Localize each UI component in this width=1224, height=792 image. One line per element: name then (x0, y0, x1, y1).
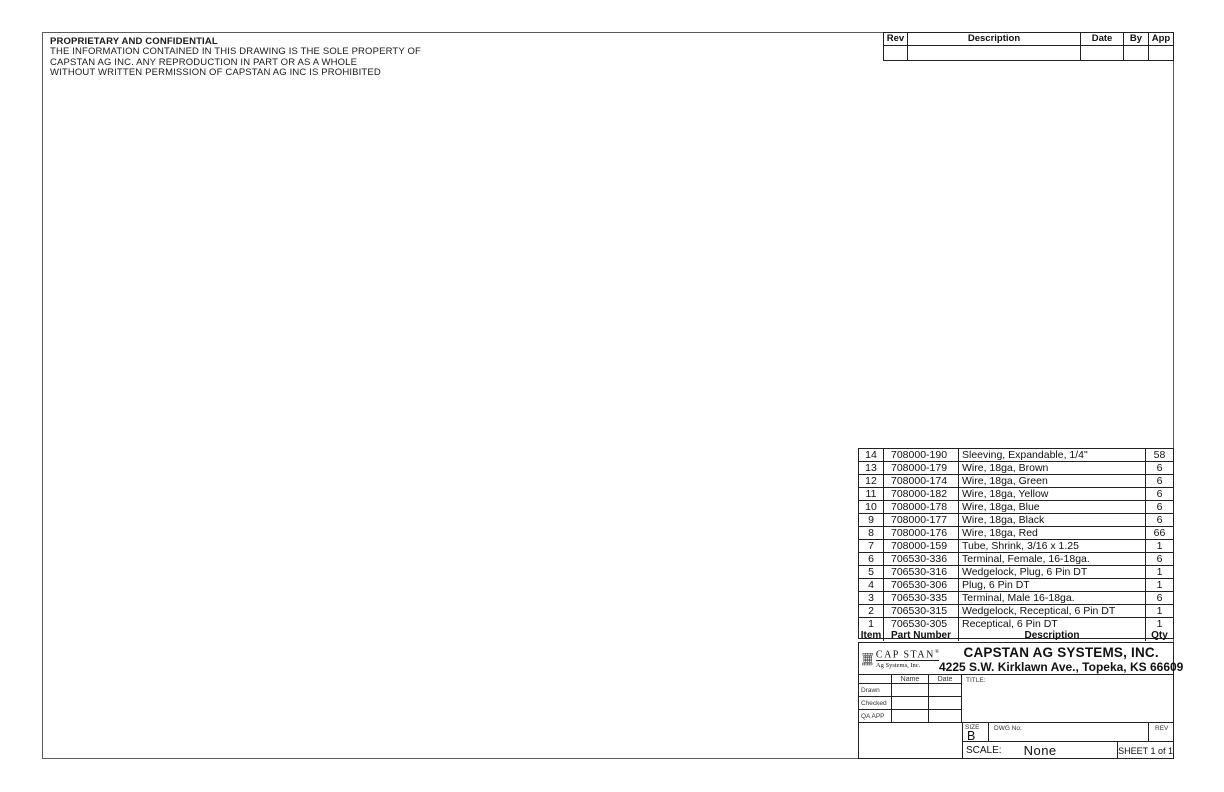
bom-cell-description: Sleeving, Expandable, 1/4" (959, 449, 1146, 461)
signature-table (859, 675, 962, 723)
signature-cell-empty (928, 684, 961, 697)
signature-cell-empty (928, 710, 961, 722)
signature-corner-cell (859, 675, 891, 684)
title-label: TITLE: (966, 677, 986, 684)
bom-cell-part-number: 708000-182 (884, 488, 959, 500)
bom-table-body (859, 449, 1173, 630)
bom-cell-item: 2 (859, 605, 884, 617)
rev-label: REV (1155, 725, 1169, 732)
dwg-no-label: DWG No: (994, 725, 1022, 732)
table-row (859, 553, 1173, 566)
bom-cell-item: 11 (859, 488, 884, 500)
size-dwg-rev-row (962, 723, 1173, 742)
proprietary-line: THE INFORMATION CONTAINED IN THIS DRAWING IS THE SOLE PROPERTY OF (50, 46, 421, 58)
bom-header-item: Item (859, 630, 884, 641)
table-row (859, 475, 1173, 488)
bom-table (858, 448, 1174, 639)
bom-cell-description: Wedgelock, Receptical, 6 Pin DT (959, 605, 1146, 617)
company-name: CAPSTAN AG SYSTEMS, INC. (963, 644, 1159, 660)
signature-header-date: Date (928, 675, 961, 684)
table-row (859, 527, 1173, 540)
bom-cell-qty: 1 (1156, 605, 1163, 617)
table-row (859, 579, 1173, 592)
bom-cell-qty: 6 (1156, 514, 1163, 526)
bom-cell-item: 8 (859, 527, 884, 539)
scale-field (963, 742, 1118, 758)
signature-cell-empty (891, 697, 928, 710)
bom-cell-qty: 6 (1156, 501, 1163, 513)
bom-cell-item: 3 (859, 592, 884, 604)
company-address: 4225 S.W. Kirklawn Ave., Topeka, KS 66609 (939, 659, 1184, 674)
bom-cell-part-number: 708000-190 (884, 449, 959, 461)
bom-cell-item: 5 (859, 566, 884, 578)
table-row (859, 462, 1173, 475)
bom-cell-part-number: 708000-177 (884, 514, 959, 526)
bom-cell-item: 14 (859, 449, 884, 461)
proprietary-title: PROPRIETARY AND CONFIDENTIAL (50, 36, 218, 47)
bom-cell-part-number: 708000-159 (884, 540, 959, 552)
revision-header-description: Description (908, 33, 1081, 46)
revision-cell-empty (1149, 46, 1173, 60)
capstan-logo-name: CAP STAN® (876, 645, 939, 661)
bom-cell-part-number: 708000-179 (884, 462, 959, 474)
rev-field (1148, 723, 1173, 741)
bom-cell-item: 7 (859, 540, 884, 552)
company-info (939, 643, 1183, 674)
signature-cell-empty (891, 684, 928, 697)
sheet-field: SHEET 1 of 1 (1118, 746, 1173, 756)
bom-cell-item: 12 (859, 475, 884, 487)
bom-cell-item: 6 (859, 553, 884, 565)
bom-cell-description: Receptical, 6 Pin DT (959, 618, 1146, 630)
signature-cell-empty (891, 710, 928, 722)
revision-cell-empty (1124, 46, 1149, 60)
bom-cell-description: Wire, 18ga, Brown (959, 462, 1146, 474)
revision-header-app: App (1149, 33, 1173, 46)
revision-cell-empty (1081, 46, 1124, 60)
bom-cell-item: 10 (859, 501, 884, 513)
bom-header-part-number: Part Number (884, 630, 959, 641)
revision-cell-empty (884, 46, 908, 60)
title-field (962, 675, 1173, 723)
scale-sheet-row (962, 742, 1173, 758)
size-label: SIZE (965, 724, 980, 731)
bom-cell-description: Wedgelock, Plug, 6 Pin DT (959, 566, 1146, 578)
bom-cell-qty: 6 (1156, 592, 1163, 604)
bom-cell-part-number: 706530-315 (884, 605, 959, 617)
bom-cell-part-number: 708000-174 (884, 475, 959, 487)
proprietary-notice (50, 37, 430, 79)
bom-header-description: Description (959, 630, 1146, 641)
table-row (859, 514, 1173, 527)
bom-cell-part-number: 706530-316 (884, 566, 959, 578)
table-row (859, 592, 1173, 605)
bom-cell-qty: 1 (1156, 618, 1163, 630)
bom-cell-qty: 66 (1153, 527, 1166, 539)
revision-header-by: By (1124, 33, 1149, 46)
revision-cell-empty (908, 46, 1081, 60)
bom-cell-description: Tube, Shrink, 3/16 x 1.25 (959, 540, 1146, 552)
bom-cell-item: 13 (859, 462, 884, 474)
bom-cell-qty: 6 (1156, 462, 1163, 474)
bom-cell-part-number: 706530-305 (884, 618, 959, 630)
bom-cell-qty: 58 (1153, 449, 1166, 461)
company-row (859, 643, 1184, 675)
bom-cell-qty: 6 (1156, 553, 1163, 565)
signature-header-name: Name (891, 675, 928, 684)
signature-label-checked: Checked (859, 697, 891, 710)
scale-value: None (1023, 742, 1057, 758)
revision-table (883, 32, 1174, 61)
table-row (859, 540, 1173, 553)
scale-label: SCALE: (966, 744, 1002, 756)
bom-header-row (859, 630, 1173, 641)
table-row (859, 618, 1173, 630)
size-field (963, 723, 989, 741)
table-row (859, 488, 1173, 501)
signature-cell-empty (928, 697, 961, 710)
bom-cell-description: Terminal, Male 16-18ga. (959, 592, 1146, 604)
table-row (859, 605, 1173, 618)
revision-header-rev: Rev (884, 33, 908, 46)
title-block (858, 642, 1184, 759)
bom-cell-part-number: 706530-335 (884, 592, 959, 604)
table-row (859, 449, 1173, 462)
bom-cell-description: Wire, 18ga, Blue (959, 501, 1146, 513)
bom-cell-description: Plug, 6 Pin DT (959, 579, 1146, 591)
bom-header-qty: Qty (1151, 630, 1168, 641)
bom-cell-qty: 6 (1156, 475, 1163, 487)
bom-cell-part-number: 708000-178 (884, 501, 959, 513)
table-row (859, 501, 1173, 514)
signature-label-drawn: Drawn (859, 684, 891, 697)
proprietary-line: WITHOUT WRITTEN PERMISSION OF CAPSTAN AG INC IS PROHIBITED (50, 67, 381, 79)
capstan-logo (859, 643, 939, 674)
table-row (859, 566, 1173, 579)
bom-cell-description: Wire, 18ga, Red (959, 527, 1146, 539)
bom-cell-part-number: 708000-176 (884, 527, 959, 539)
capstan-logo-text (876, 645, 939, 669)
capstan-logo-icon (862, 645, 874, 673)
bom-cell-item: 4 (859, 579, 884, 591)
bom-cell-qty: 1 (1156, 540, 1163, 552)
bom-cell-description: Terminal, Female, 16-18ga. (959, 553, 1146, 565)
bom-cell-qty: 6 (1156, 488, 1163, 500)
bom-cell-qty: 1 (1156, 566, 1163, 578)
bom-cell-item: 9 (859, 514, 884, 526)
proprietary-line: CAPSTAN AG INC. ANY REPRODUCTION IN PART OR AS A WHOLE (50, 56, 358, 68)
bom-cell-part-number: 706530-306 (884, 579, 959, 591)
revision-header-date: Date (1081, 33, 1124, 46)
size-value: B (967, 729, 976, 743)
bom-cell-part-number: 706530-336 (884, 553, 959, 565)
bom-cell-description: Wire, 18ga, Green (959, 475, 1146, 487)
bom-cell-description: Wire, 18ga, Black (959, 514, 1146, 526)
signature-label-qa-app: QA APP (861, 713, 885, 720)
bom-cell-item: 1 (859, 618, 884, 630)
bom-cell-qty: 1 (1156, 579, 1163, 591)
bom-cell-description: Wire, 18ga, Yellow (959, 488, 1146, 500)
registered-mark: ® (934, 649, 939, 655)
dwg-no-field (989, 723, 1148, 741)
capstan-logo-subname: Ag Systems, Inc. (875, 662, 921, 670)
